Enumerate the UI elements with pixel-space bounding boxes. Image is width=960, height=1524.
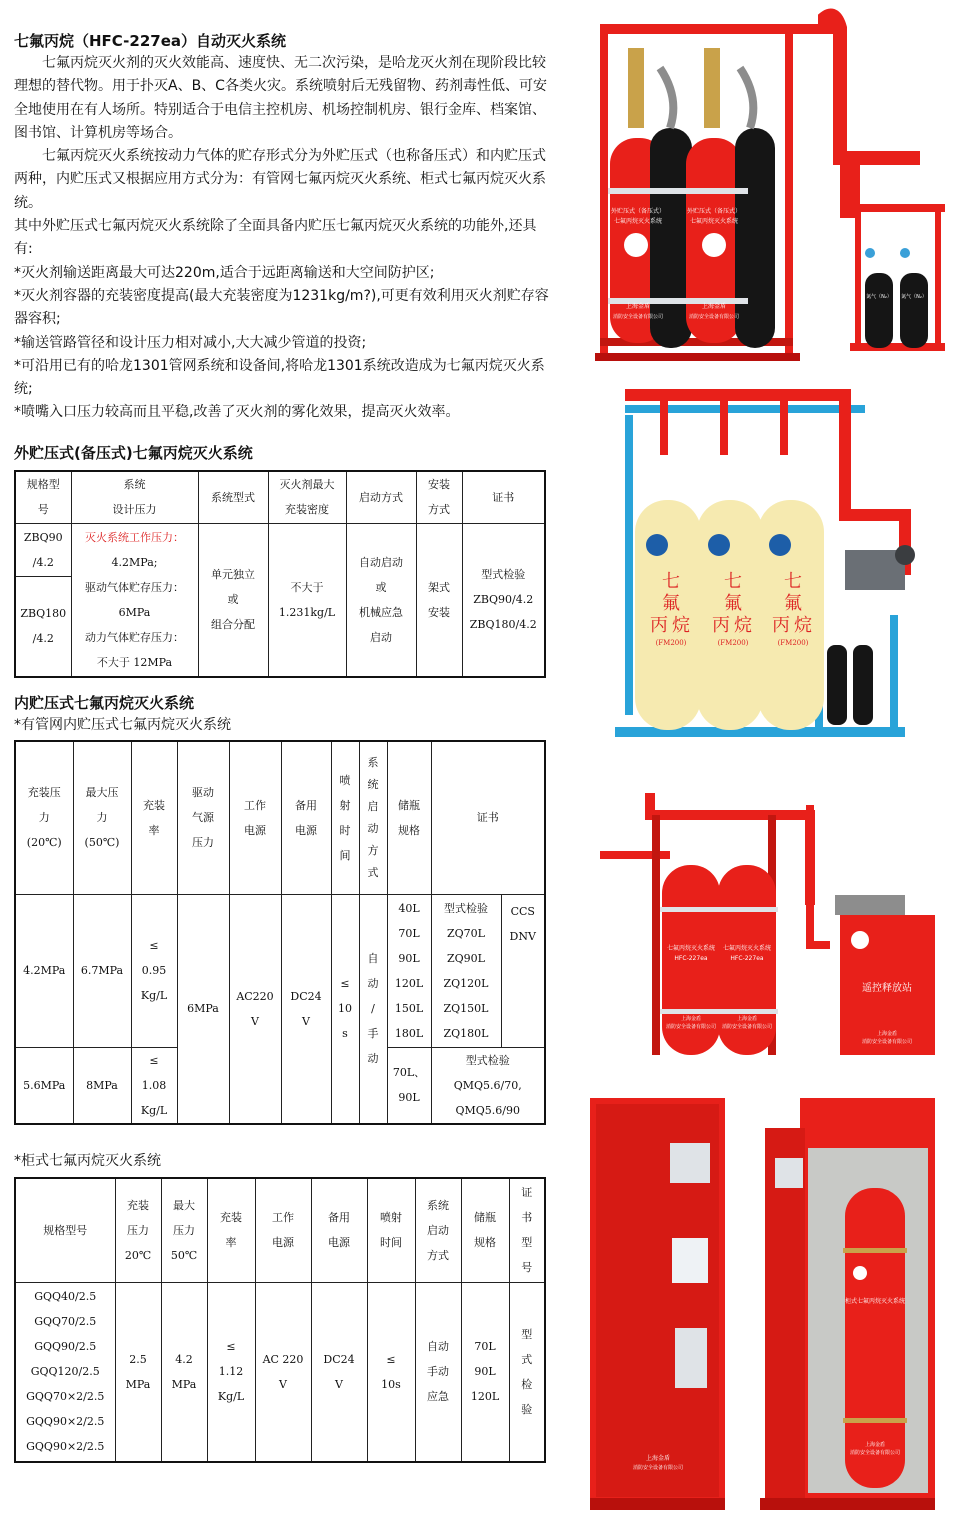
section-subtitle-piped: *有管网内贮压式七氟丙烷灭火系统 (14, 717, 231, 733)
cylinder-label: 烷 (672, 615, 690, 636)
fill-rate-cell: ≤ 1.12 Kg/L (207, 1282, 255, 1462)
cylinder-label: 消防安全设备有限公司 (849, 1450, 901, 1456)
model-cell: ZBQ180 /4.2 (15, 576, 71, 677)
max-pressure-cell: 6.7MPa (73, 894, 131, 1047)
cylinder-label: (FM200) (777, 639, 809, 647)
type-cell: 单元独立 或 组合分配 (198, 523, 268, 677)
header-cell: 储瓶 规格 (461, 1178, 509, 1282)
cylinder-label: 上海金盾 (876, 1031, 898, 1037)
cylinder-label: 外贮压式（备压式） (686, 208, 742, 215)
feature-bullet: *可沿用已有的哈龙1301管网系统和设备间,将哈龙1301系统改造成为七氟丙烷灭火系统; (14, 357, 545, 398)
class-cert-cell: CCS DNV (501, 894, 545, 1047)
cylinder-label: 七氟丙烷灭火系统 (666, 945, 716, 952)
header-cell: 备用 电源 (281, 741, 331, 894)
header-cell: 最大压 力 (50℃) (73, 741, 131, 894)
cylinder-label: 上海金盾 (625, 303, 651, 310)
cabinet-label: 上海金盾 (645, 1455, 671, 1462)
cylinder-label: 上海金盾 (701, 303, 727, 310)
header-cell: 储瓶 规格 (387, 741, 431, 894)
fill-rate-cell: ≤ 0.95 Kg/L (131, 894, 177, 1047)
product-photo-external-system (590, 8, 950, 370)
cylinder-label: 七 (724, 571, 742, 592)
product-photo-piped-system (590, 785, 945, 1065)
section-title-cabinet: *柜式七氟丙烷灭火系统 (14, 1153, 161, 1169)
fill-rate-cell: ≤ 1.08 Kg/L (131, 1047, 177, 1124)
spec-table-external (14, 470, 546, 678)
cylinder-label: 七 (662, 571, 680, 592)
cert-cell: 型式检验 ZQ70L ZQ90L ZQ120L ZQ150L ZQ180L (431, 894, 501, 1047)
cylinder-label: HFC-227ea (674, 955, 708, 962)
fill-pressure-cell: 4.2MPa (15, 894, 73, 1047)
power-cell: AC220 V (229, 894, 281, 1124)
spec-cell: 70L、 90L (387, 1047, 431, 1124)
backup-power-cell: DC24 V (311, 1282, 367, 1462)
spec-table-piped (14, 740, 546, 1125)
pressure-cell: 灭火系统工作压力： 4.2MPa; 驱动气体贮存压力： 6MPa 动力气体贮存压力： 不大于 12MPa (71, 523, 198, 677)
fill-pressure-cell: 5.6MPa (15, 1047, 73, 1124)
cylinder-label: 氮气（N₂） (901, 294, 927, 300)
model-cell: ZBQ90 /4.2 (15, 523, 71, 576)
cylinder-label: 消防安全设备有限公司 (612, 314, 664, 320)
start-mode-cell: 自 动 / 手 动 (359, 894, 387, 1124)
header-cell: 系 统 启 动 方 式 (359, 741, 387, 894)
intro-paragraph-2: 七氟丙烷灭火系统按动力气体的贮存形式分为外贮压式（也称备压式）和内贮压式两种，内贮压式又根据应用方式分为：有管网七氟丙烷灭火系统、柜式七氟丙烷灭火系统。 (14, 148, 546, 211)
cylinder-label: 丙 (772, 615, 790, 636)
release-station-label: 遥控释放站 (862, 983, 912, 994)
header-cell: 充装 压力 20℃ (115, 1178, 161, 1282)
header-cell: 启动方式 (346, 471, 416, 523)
header-cell: 灭火剂最大 充装密度 (268, 471, 346, 523)
header-cell: 安装 方式 (416, 471, 462, 523)
cylinder-label: 消防安全设备有限公司 (688, 314, 740, 320)
spec-cell: 70L 90L 120L (461, 1282, 509, 1462)
power-cell: AC 220 V (255, 1282, 311, 1462)
cylinder-label: 消防安全设备有限公司 (665, 1024, 717, 1030)
install-cell: 架式 安装 (416, 523, 462, 677)
cylinder-label: 七氟丙烷灭火系统 (613, 218, 663, 225)
product-photo-fm200-system (605, 375, 945, 750)
cylinder-label: 氮气（N₂） (866, 294, 892, 300)
cylinder-label: 消防安全设备有限公司 (721, 1024, 773, 1030)
cylinder-label: 烷 (734, 615, 752, 636)
header-cell: 证书 (462, 471, 545, 523)
header-cell: 工作 电源 (255, 1178, 311, 1282)
cert-cell: 型式检验 QMQ5.6/70, QMQ5.6/90 (431, 1047, 545, 1124)
start-mode-cell: 自动 手动 应急 (415, 1282, 461, 1462)
feature-bullet: *输送管路管径和设计压力相对减小,大大减少管道的投资; (14, 334, 367, 351)
spec-cell: 40L 70L 90L 120L 150L 180L (387, 894, 431, 1047)
cylinder-label: 丙 (712, 615, 730, 636)
max-pressure-cell: 8MPa (73, 1047, 131, 1124)
header-cell: 充装压 力 (20℃) (15, 741, 73, 894)
cylinder-label: 上海金盾 (864, 1442, 886, 1448)
header-cell: 工作 电源 (229, 741, 281, 894)
cylinder-label: 消防安全设备有限公司 (861, 1039, 913, 1045)
header-cell: 备用 电源 (311, 1178, 367, 1282)
header-cell: 驱动 气源 压力 (177, 741, 229, 894)
start-cell: 自动启动 或 机械应急 启动 (346, 523, 416, 677)
section-title-external: 外贮压式(备压式)七氟丙烷灭火系统 (14, 444, 253, 462)
cylinder-label: 七氟丙烷灭火系统 (722, 945, 772, 952)
cylinder-label: (FM200) (717, 639, 749, 647)
cylinder-label: 丙 (650, 615, 668, 636)
header-cell: 系统 启动 方式 (415, 1178, 461, 1282)
spec-table-cabinet (14, 1177, 546, 1463)
backup-power-cell: DC24 V (281, 894, 331, 1124)
intro-paragraph-3: 其中外贮压式七氟丙烷灭火系统除了全面具备内贮压七氟丙烷灭火系统的功能外,还具有: (14, 218, 537, 258)
cylinder-label: 上海金盾 (680, 1016, 702, 1022)
header-cell: 最大 压力 50℃ (161, 1178, 207, 1282)
header-cell: 充装 率 (131, 741, 177, 894)
feature-bullet: *喷嘴入口压力较高而且平稳,改善了灭火剂的雾化效果，提高灭火效率。 (14, 404, 460, 421)
cylinder-label: 柜式七氟丙烷灭火系统 (844, 1298, 906, 1305)
cylinder-label: 氟 (784, 593, 802, 614)
cylinder-label: 氟 (724, 593, 742, 614)
header-cell: 系统型式 (198, 471, 268, 523)
cylinder-label: HFC-227ea (730, 955, 764, 962)
page-title: 七氟丙烷（HFC-227ea）自动灭火系统 (14, 32, 286, 50)
header-cell: 喷 射 时 间 (331, 741, 359, 894)
cylinder-label: 外贮压式（备压式） (610, 208, 666, 215)
density-cell: 不大于 1.231kg/L (268, 523, 346, 677)
spray-time-cell: ≤ 10s (367, 1282, 415, 1462)
header-cell: 规格型 号 (15, 471, 71, 523)
header-cell: 系统 设计压力 (71, 471, 198, 523)
cabinet-label: 消防安全设备有限公司 (632, 1465, 684, 1471)
intro-paragraph-1: 七氟丙烷灭火剂的灭火效能高、速度快、无二次污染，是哈龙灭火剂在现阶段比较理想的替代物。用于扑灭A、B、C各类火灾。系统喷射后无残留物、药剂毒性低、可安全地使用在有人场所。特别适合于电信主控机房、机场控制机房、银行金库、档案馆、图书馆、计算机房等场合。 (14, 55, 547, 141)
max-pressure-cell: 4.2 MPa (161, 1282, 207, 1462)
cylinder-label: 七氟丙烷灭火系统 (689, 218, 739, 225)
header-cell: 证书 (431, 741, 545, 894)
feature-bullet: *灭火剂容器的充装密度提高(最大充装密度为1231kg/m?),可更有效利用灭火剂贮存容器容积; (14, 287, 549, 328)
cylinder-label: 上海金盾 (736, 1016, 758, 1022)
product-photo-cabinet-system (590, 1088, 945, 1520)
cylinder-label: 烷 (794, 615, 812, 636)
model-list-cell: GQQ40/2.5 GQQ70/2.5 GQQ90/2.5 GQQ120/2.5 GQQ70×2/2.5 GQQ90×2/2.5 GQQ90×2/2.5 (15, 1282, 115, 1462)
header-cell: 喷射 时间 (367, 1178, 415, 1282)
header-cell: 证 书 型 号 (509, 1178, 545, 1282)
cylinder-label: 氟 (662, 593, 680, 614)
cylinder-label: (FM200) (655, 639, 687, 647)
header-cell: 充装 率 (207, 1178, 255, 1282)
cylinder-label: 七 (784, 571, 802, 592)
cert-cell: 型式检验 ZBQ90/4.2 ZBQ180/4.2 (462, 523, 545, 677)
header-cell: 规格型号 (15, 1178, 115, 1282)
section-title-internal: 内贮压式七氟丙烷灭火系统 (14, 694, 195, 712)
content-column (14, 30, 554, 425)
feature-bullet: *灭火剂输送距离最大可达220m,适合于远距离输送和大空间防护区; (14, 264, 435, 281)
spray-time-cell: ≤ 10 s (331, 894, 359, 1124)
fill-pressure-cell: 2.5 MPa (115, 1282, 161, 1462)
cert-cell: 型 式 检 验 (509, 1282, 545, 1462)
drive-pressure-cell: 6MPa (177, 894, 229, 1124)
